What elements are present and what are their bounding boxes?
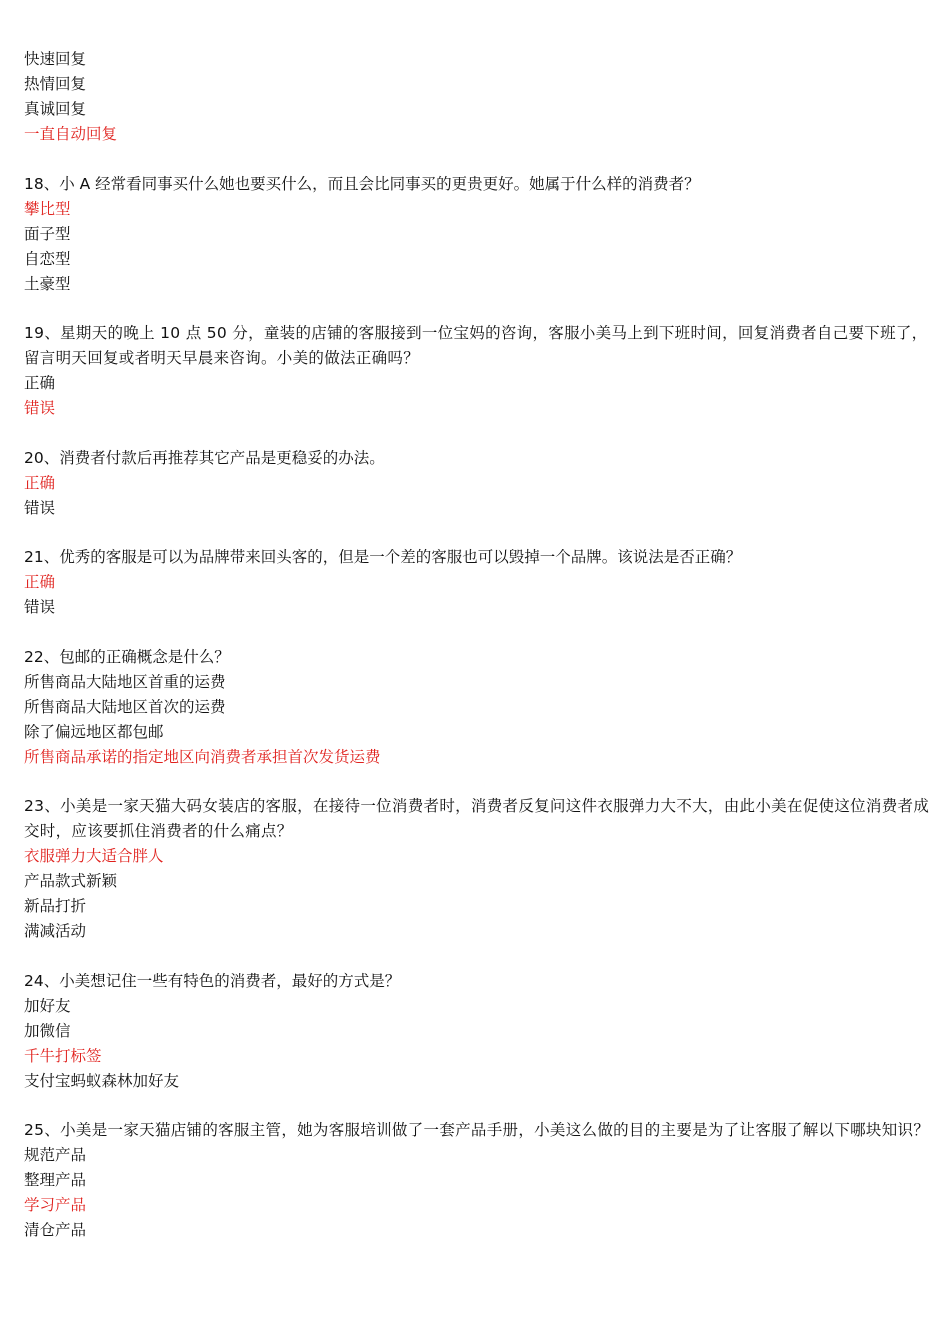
question-block-24 [24, 969, 930, 1094]
correct-option: 攀比型 [24, 199, 71, 218]
question-text: 21、优秀的客服是可以为品牌带来回头客的，但是一个差的客服也可以毁掉一个品牌。该说法是否正确？ [24, 548, 742, 566]
correct-option: 所售商品承诺的指定地区向消费者承担首次发货运费 [24, 747, 381, 766]
question-text: 19、星期天的晚上 10 点 50 分，童装的店铺的客服接到一位宝妈的咨询，客服小美马上到下班时间，回复消费者自己要下班了，留言明天回复或者明天早晨来咨询。小美的做法正确吗？ [24, 324, 928, 367]
option: 正确 [24, 374, 56, 392]
correct-option: 一直自动回复 [24, 125, 118, 143]
option: 错误 [24, 498, 56, 517]
option: 加好友 [24, 996, 71, 1015]
correct-option: 正确 [24, 573, 56, 591]
option: 自恋型 [24, 249, 71, 268]
question-block-22 [24, 645, 930, 770]
question-text: 18、小 A 经常看同事买什么她也要买什么，而且会比同事买的更贵更好。她属于什么样的消费者？ [24, 174, 700, 193]
correct-option: 错误 [24, 399, 56, 417]
option: 错误 [24, 598, 56, 616]
option: 整理产品 [24, 1171, 87, 1189]
question-block-25 [24, 1118, 930, 1243]
correct-option: 千牛打标签 [24, 1046, 102, 1065]
option: 热情回复 [24, 75, 87, 93]
option: 面子型 [24, 224, 71, 243]
document-page [24, 47, 930, 1243]
question-text: 24、小美想记住一些有特色的消费者，最好的方式是？ [24, 971, 401, 990]
question-block-19 [24, 321, 930, 421]
question-block-17 [24, 47, 930, 147]
option: 支付宝蚂蚁森林加好友 [24, 1071, 180, 1090]
question-block-20 [24, 446, 930, 521]
question-text: 25、小美是一家天猫店铺的客服主管，她为客服培训做了一套产品手册，小美这么做的目的主要是为了让客服了解以下哪块知识？ [24, 1121, 930, 1139]
option: 土豪型 [24, 274, 71, 293]
correct-option: 正确 [24, 473, 56, 492]
question-block-23 [24, 794, 930, 944]
question-text: 20、消费者付款后再推荐其它产品是更稳妥的办法。 [24, 448, 385, 467]
question-block-21 [24, 545, 930, 620]
option: 真诚回复 [24, 100, 87, 118]
question-text: 23、小美是一家天猫大码女装店的客服，在接待一位消费者时，消费者反复问这件衣服弹力大不大，由此小美在促使这位消费者成交时，应该要抓住消费者的什么痛点？ [24, 797, 930, 840]
correct-option: 学习产品 [24, 1196, 87, 1214]
question-text: 22、包邮的正确概念是什么？ [24, 647, 230, 666]
option: 所售商品大陆地区首次的运费 [24, 697, 226, 716]
question-block-18 [24, 172, 930, 297]
option: 除了偏远地区都包邮 [24, 722, 164, 741]
option: 所售商品大陆地区首重的运费 [24, 672, 226, 691]
option: 快速回复 [24, 50, 87, 68]
correct-option: 衣服弹力大适合胖人 [24, 847, 164, 865]
option: 满减活动 [24, 922, 87, 940]
option: 规范产品 [24, 1146, 87, 1164]
option: 新品打折 [24, 897, 87, 915]
option: 产品款式新颖 [24, 872, 118, 890]
option: 清仓产品 [24, 1221, 87, 1239]
option: 加微信 [24, 1021, 71, 1040]
